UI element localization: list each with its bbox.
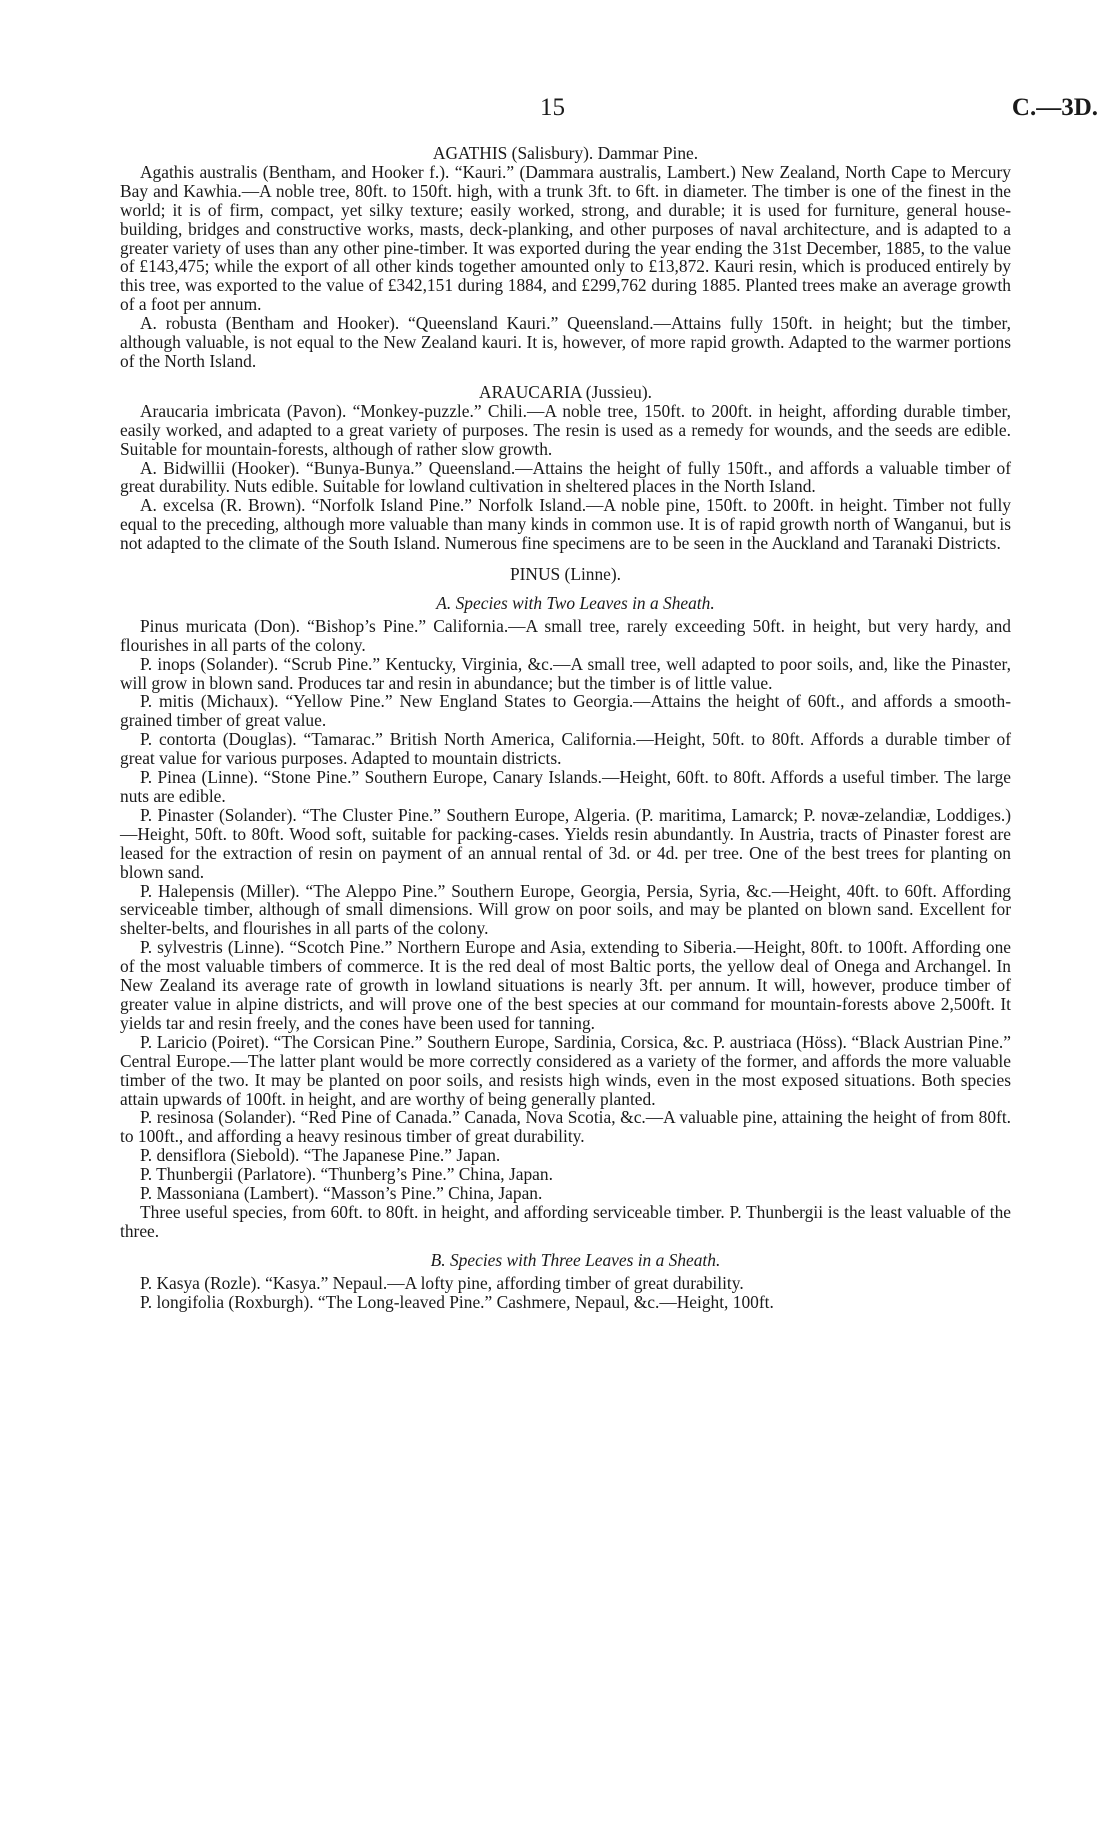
- entry-pinus-resinosa: P. resinosa (Solander). “Red Pine of Canada.” Canada, Nova Scotia, &c.—A valuable pine, attaining the height of from 80ft. to 100ft., and affording a heavy resinous timber of great durability.: [120, 1107, 1011, 1147]
- entry-pinus-pinaster: P. Pinaster (Solander). “The Cluster Pine.” Southern Europe, Algeria. (P. maritima, Lamarck; P. novæ-zelandiæ, Loddiges.)—Height, 50ft. to 80ft. Wood soft, suitable for packing-cases. Yields resin abundantly. In Austria, tracts of Pinaster forest are leased for the extraction of resin on payment of an annual rental of 3d. or 4d. per tree. One of the best trees for planting on blown sand.: [120, 804, 1011, 882]
- section-heading-araucaria: ARAUCARIA (Jussieu).: [479, 381, 652, 402]
- entry-pinus-longifolia: P. longifolia (Roxburgh). “The Long-leaved Pine.” Cashmere, Nepaul, &c.—Height, 100ft.: [140, 1291, 774, 1312]
- entry-pinus-sylvestris: P. sylvestris (Linne). “Scotch Pine.” Northern Europe and Asia, extending to Siberia.—Height, 80ft. to 100ft. Affording one of the most valuable timbers of commerce. It is the red deal of most Baltic ports, the yellow deal of Onega and Archangel. In New Zealand its average rate of growth in lowland situations is nearly 3ft. per annum. It will, however, produce timber of greater value in alpine districts, and will prove one of the best species at our command for mountain-forests above 2,500ft. It yields tar and resin freely, and the cones have been used for tanning.: [120, 937, 1011, 1033]
- subsection-two-leaves: A. Species with Two Leaves in a Sheath.: [436, 592, 715, 613]
- entry-agathis-robusta: A. robusta (Bentham and Hooker). “Queensland Kauri.” Queensland.—Attains fully 150ft. in height; but the timber, although valuable, is not equal to the New Zealand kauri. It is, however, of more rapid growth. Adapted to the warmer portions of the North Island.: [120, 313, 1011, 371]
- entry-three-useful-species: Three useful species, from 60ft. to 80ft. in height, and affording serviceable timber. P. Thunbergii is the least valuable of the three.: [120, 1201, 1011, 1241]
- section-heading-agathis: AGATHIS (Salisbury). Dammar Pine.: [432, 143, 699, 163]
- subsection-three-leaves: B. Species with Three Leaves in a Sheath.: [430, 1249, 721, 1270]
- entry-pinus-inops: P. inops (Solander). “Scrub Pine.” Kentucky, Virginia, &c.—A small tree, well adapted to poor soils, and, like the Pinaster, will grow in blown sand. Produces tar and resin in abundance; but the timber is of little value.: [120, 653, 1011, 693]
- page-header: [0, 94, 1114, 128]
- entry-pinus-pinea: P. Pinea (Linne). “Stone Pine.” Southern Europe, Canary Islands.—Height, 60ft. to 80ft. Affords a useful timber. The large nuts are edible.: [120, 767, 1011, 806]
- entry-pinus-kasya: P. Kasya (Rozle). “Kasya.” Nepaul.—A lofty pine, affording timber of great durability.: [140, 1272, 744, 1293]
- entry-pinus-halepensis: P. Halepensis (Miller). “The Aleppo Pine.” Southern Europe, Georgia, Persia, Syria, &c.—Height, 40ft. to 60ft. Affording serviceable timber, although of small dimensions. Will grow on poor soils, and may be planted on blown sand. Excellent for shelter-belts, and flourishes in all parts of the colony.: [120, 880, 1011, 939]
- document-reference: C.—3D.: [1011, 94, 1098, 121]
- entry-pinus-muricata: Pinus muricata (Don). “Bishop’s Pine.” California.—A small tree, rarely exceeding 50ft. in height, but very hardy, and flourishes in all parts of the colony.: [120, 615, 1011, 655]
- entry-pinus-thunbergii: P. Thunbergii (Parlatore). “Thunberg’s Pine.” China, Japan.: [140, 1164, 553, 1185]
- entry-pinus-contorta: P. contorta (Douglas). “Tamarac.” British North America, California.—Height, 50ft. to 80ft. Affords a durable timber of great value for various purposes. Adapted to mountain districts.: [120, 729, 1011, 769]
- page-number: 15: [540, 94, 565, 121]
- entry-pinus-laricio: P. Laricio (Poiret). “The Corsican Pine.” Southern Europe, Sardinia, Corsica, &c. P. austriaca (Höss). “Black Austrian Pine.” Central Europe.—The latter plant would be more correctly considered as a variety of the former, and affords the more valuable timber of the two. It may be planted on poor soils, and resists high winds, even in the most exposed situations. Both species attain upwards of 100ft. in height, and are worthy of being generally planted.: [120, 1031, 1011, 1109]
- entry-pinus-densiflora: P. densiflora (Siebold). “The Japanese Pine.” Japan.: [140, 1145, 501, 1166]
- entry-agathis-australis: Agathis australis (Bentham, and Hooker f.). “Kauri.” (Dammara australis, Lambert.) New Zealand, North Cape to Mercury Bay and Kawhia.—A noble tree, 80ft. to 150ft. high, with a trunk 3ft. to 6ft. in diameter. The timber is one of the finest in the world; it is of firm, compact, yet silky texture; easily worked, strong, and durable; it is used for furniture, general house-building, bridges and constructive works, masts, deck-planking, and other purposes of naval architecture, and is adapted to a greater variety of uses than any other pine-timber. It was exported during the year ending the 31st December, 1885, to the value of £143,475; while the export of all other kinds together amounted only to £13,872. Kauri resin, which is produced entirely by this tree, was exported to the value of £342,151 during 1884, and £299,762 during 1885. Planted trees make an average growth of a foot per annum.: [120, 161, 1011, 315]
- entry-pinus-mitis: P. mitis (Michaux). “Yellow Pine.” New England States to Georgia.—Attains the height of 60ft., and affords a smooth-grained timber of great value.: [120, 691, 1011, 731]
- entry-araucaria-imbricata: Araucaria imbricata (Pavon). “Monkey-puzzle.” Chili.—A noble tree, 150ft. to 200ft. in height, affording durable timber, easily worked, and adapted to a great variety of purposes. The resin is used as a remedy for wounds, and the seeds are edible. Suitable for mountain-forests, although of rather slow growth.: [120, 400, 1011, 459]
- entry-araucaria-excelsa: A. excelsa (R. Brown). “Norfolk Island Pine.” Norfolk Island.—A noble pine, 150ft. to 200ft. in height. Timber not fully equal to the preceding, although more valuable than many kinds in common use. It is of rapid growth north of Wanganui, but is not adapted to the climate of the South Island. Numerous fine specimens are to be seen in the Auckland and Taranaki Districts.: [120, 495, 1011, 554]
- entry-araucaria-bidwillii: A. Bidwillii (Hooker). “Bunya-Bunya.” Queensland.—Attains the height of fully 150ft., and affords a valuable timber of great durability. Nuts edible. Suitable for lowland cultivation in sheltered places in the North Island.: [120, 457, 1011, 497]
- page-body: [120, 144, 1011, 1311]
- entry-pinus-massoniana: P. Massoniana (Lambert). “Masson’s Pine.” China, Japan.: [140, 1183, 543, 1204]
- section-heading-pinus: PINUS (Linne).: [509, 564, 622, 585]
